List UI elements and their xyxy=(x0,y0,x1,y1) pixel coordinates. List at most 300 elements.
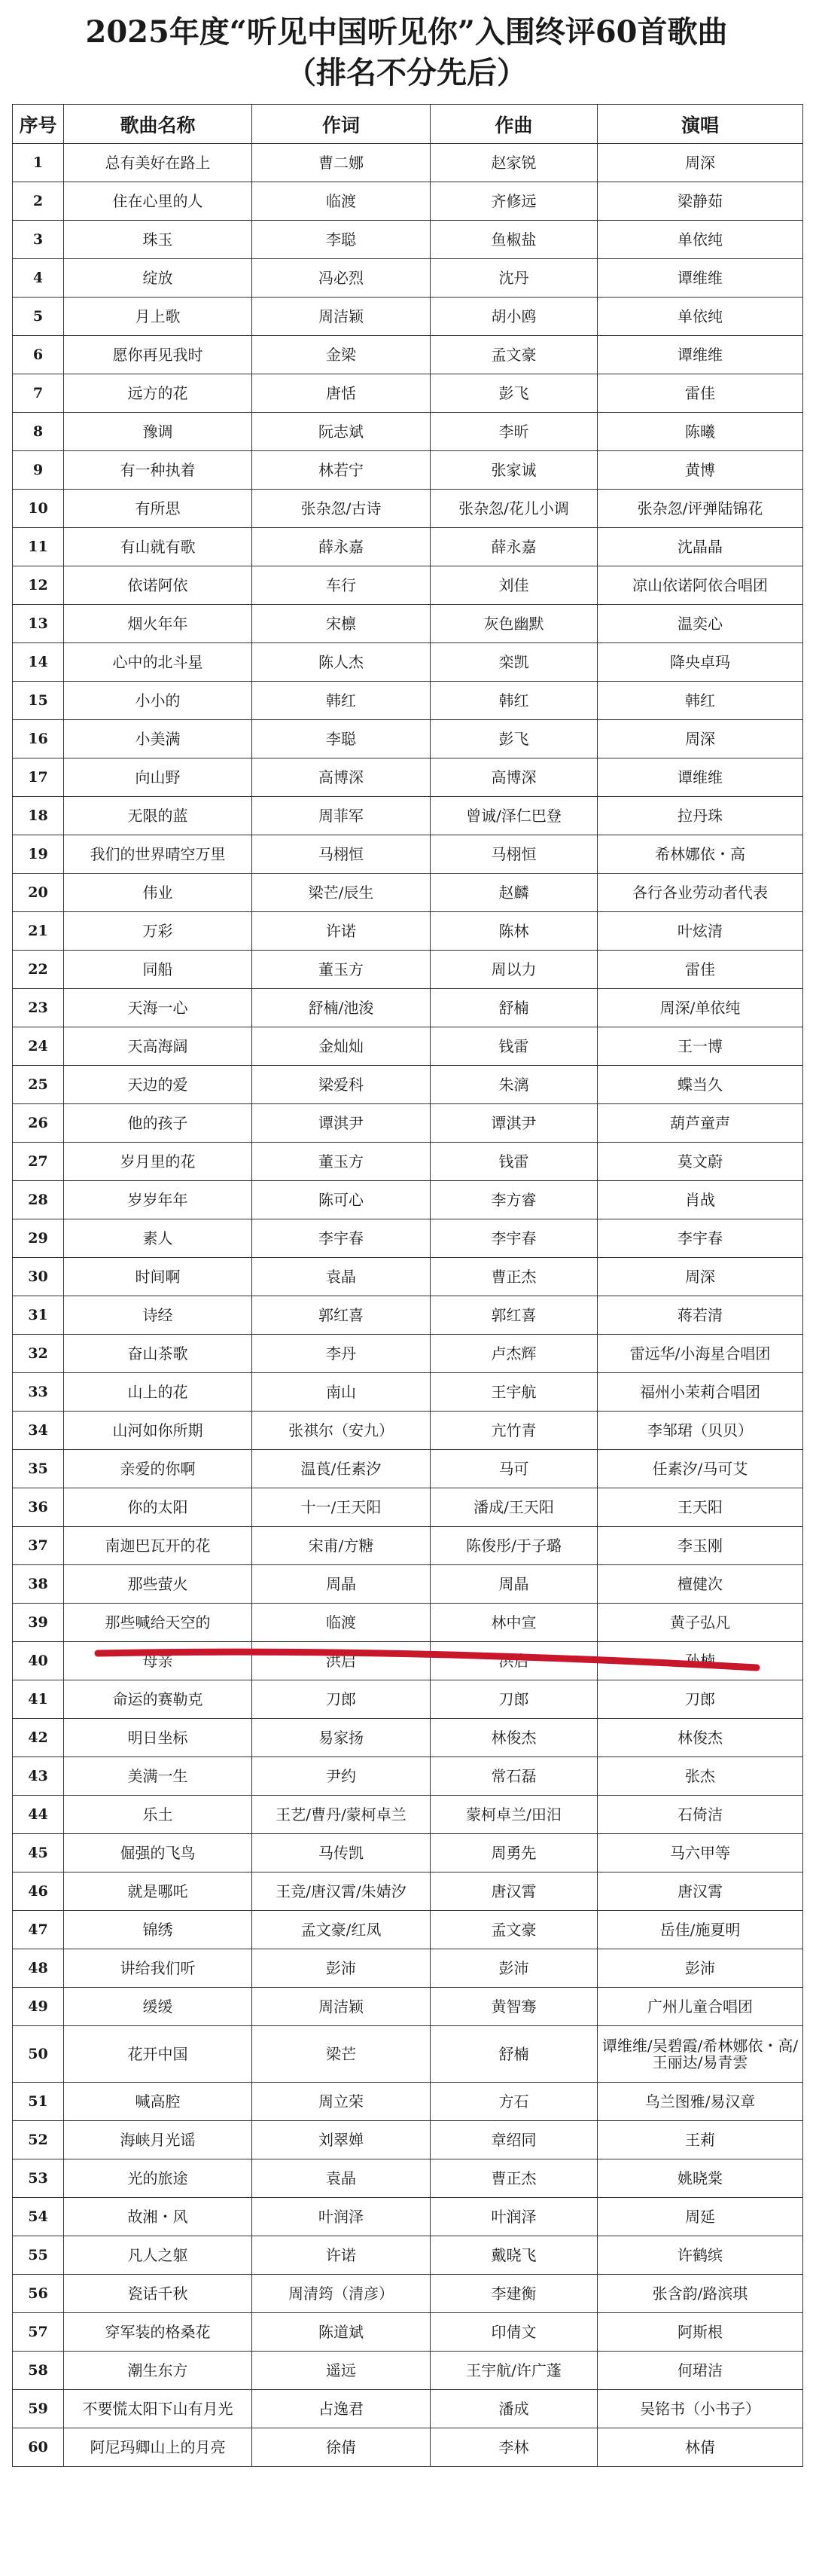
table-row xyxy=(13,1527,803,1565)
cell-lyricist: 叶润泽 xyxy=(252,2198,431,2236)
table-row xyxy=(13,1834,803,1872)
column-header-lyricist: 作词 xyxy=(252,105,431,144)
cell-performer: 单依纯 xyxy=(598,298,803,336)
table-row xyxy=(13,1911,803,1949)
cell-number: 37 xyxy=(13,1527,64,1565)
table-row xyxy=(13,1373,803,1412)
cell-lyricist: 王艺/曹丹/蒙柯卓兰 xyxy=(252,1796,431,1834)
cell-song-title: 故湘・风 xyxy=(64,2198,252,2236)
cell-performer: 王莉 xyxy=(598,2121,803,2159)
cell-song-title: 远方的花 xyxy=(64,374,252,413)
cell-lyricist: 陈人杰 xyxy=(252,643,431,682)
cell-performer: 广州儿童合唱团 xyxy=(598,1988,803,2026)
cell-composer: 齐修远 xyxy=(431,182,598,221)
cell-lyricist: 李宇春 xyxy=(252,1219,431,1258)
cell-composer: 唐汉霄 xyxy=(431,1872,598,1911)
table-row xyxy=(13,2390,803,2428)
cell-performer: 黄博 xyxy=(598,451,803,490)
cell-lyricist: 薛永嘉 xyxy=(252,528,431,566)
cell-composer: 马栩恒 xyxy=(431,835,598,874)
table-row xyxy=(13,1796,803,1834)
cell-song-title: 小美满 xyxy=(64,720,252,758)
cell-song-title: 豫调 xyxy=(64,413,252,451)
cell-song-title: 花开中国 xyxy=(64,2026,252,2083)
cell-composer: 洪启 xyxy=(431,1642,598,1680)
table-row xyxy=(13,874,803,912)
cell-composer: 常石磊 xyxy=(431,1757,598,1796)
cell-performer: 韩红 xyxy=(598,682,803,720)
cell-composer: 曹正杰 xyxy=(431,2159,598,2198)
cell-composer: 黄智骞 xyxy=(431,1988,598,2026)
cell-composer: 马可 xyxy=(431,1450,598,1488)
cell-number: 18 xyxy=(13,797,64,835)
table-row xyxy=(13,643,803,682)
cell-performer: 谭维维 xyxy=(598,259,803,298)
cell-song-title: 岁月里的花 xyxy=(64,1143,252,1181)
cell-composer: 韩红 xyxy=(431,682,598,720)
cell-composer: 彭沛 xyxy=(431,1949,598,1988)
table-row xyxy=(13,758,803,797)
cell-lyricist: 阮志斌 xyxy=(252,413,431,451)
cell-lyricist: 李丹 xyxy=(252,1335,431,1373)
cell-song-title: 向山野 xyxy=(64,758,252,797)
document-title: 2025年度“听见中国听见你”入围终评60首歌曲 xyxy=(85,14,728,50)
cell-number: 10 xyxy=(13,490,64,528)
cell-number: 13 xyxy=(13,605,64,643)
cell-performer: 雷佳 xyxy=(598,951,803,989)
cell-performer: 沈晶晶 xyxy=(598,528,803,566)
cell-song-title: 乐土 xyxy=(64,1796,252,1834)
cell-composer: 亢竹青 xyxy=(431,1412,598,1450)
cell-song-title: 无限的蓝 xyxy=(64,797,252,835)
cell-performer: 唐汉霄 xyxy=(598,1872,803,1911)
cell-composer: 叶润泽 xyxy=(431,2198,598,2236)
cell-composer: 曾诚/泽仁巴登 xyxy=(431,797,598,835)
column-header-song-title: 歌曲名称 xyxy=(64,105,252,144)
cell-number: 4 xyxy=(13,259,64,298)
cell-performer: 林倩 xyxy=(598,2428,803,2467)
cell-performer: 马六甲等 xyxy=(598,1834,803,1872)
cell-lyricist: 周晶 xyxy=(252,1565,431,1604)
cell-song-title: 住在心里的人 xyxy=(64,182,252,221)
cell-composer: 王宇航/许广蓬 xyxy=(431,2352,598,2390)
cell-song-title: 就是哪吒 xyxy=(64,1872,252,1911)
cell-song-title: 依诺阿依 xyxy=(64,566,252,605)
cell-lyricist: 金梁 xyxy=(252,336,431,374)
cell-lyricist: 马栩恒 xyxy=(252,835,431,874)
cell-performer: 周深 xyxy=(598,144,803,182)
cell-number: 31 xyxy=(13,1296,64,1335)
table-row xyxy=(13,2198,803,2236)
cell-performer: 许鹤缤 xyxy=(598,2236,803,2275)
cell-composer: 沈丹 xyxy=(431,259,598,298)
cell-composer: 赵家锐 xyxy=(431,144,598,182)
document-subtitle: （排名不分先后） xyxy=(286,55,527,90)
cell-performer: 周延 xyxy=(598,2198,803,2236)
table-header-row xyxy=(13,105,803,144)
cell-composer: 谭淇尹 xyxy=(431,1104,598,1143)
cell-number: 38 xyxy=(13,1565,64,1604)
cell-lyricist: 周洁颖 xyxy=(252,1988,431,2026)
cell-number: 58 xyxy=(13,2352,64,2390)
cell-composer: 方石 xyxy=(431,2083,598,2121)
cell-lyricist: 周洁颖 xyxy=(252,298,431,336)
cell-performer: 任素汐/马可艾 xyxy=(598,1450,803,1488)
cell-song-title: 不要慌太阳下山有月光 xyxy=(64,2390,252,2428)
table-row xyxy=(13,1027,803,1066)
cell-lyricist: 李聪 xyxy=(252,221,431,259)
cell-composer: 薛永嘉 xyxy=(431,528,598,566)
cell-composer: 孟文豪 xyxy=(431,336,598,374)
table-row xyxy=(13,912,803,951)
cell-song-title: 伟业 xyxy=(64,874,252,912)
cell-number: 44 xyxy=(13,1796,64,1834)
cell-number: 3 xyxy=(13,221,64,259)
column-header-composer: 作曲 xyxy=(431,105,598,144)
cell-composer: 孟文豪 xyxy=(431,1911,598,1949)
cell-lyricist: 易家扬 xyxy=(252,1719,431,1757)
cell-lyricist: 洪启 xyxy=(252,1642,431,1680)
cell-lyricist: 临渡 xyxy=(252,182,431,221)
table-row xyxy=(13,298,803,336)
cell-composer: 周以力 xyxy=(431,951,598,989)
table-row xyxy=(13,797,803,835)
cell-number: 39 xyxy=(13,1604,64,1642)
table-row xyxy=(13,2083,803,2121)
cell-lyricist: 高博深 xyxy=(252,758,431,797)
cell-lyricist: 温莨/任素汐 xyxy=(252,1450,431,1488)
cell-lyricist: 董玉方 xyxy=(252,1143,431,1181)
table-row xyxy=(13,2026,803,2083)
table-row xyxy=(13,835,803,874)
cell-lyricist: 陈可心 xyxy=(252,1181,431,1219)
cell-lyricist: 张祺尔（安九） xyxy=(252,1412,431,1450)
cell-song-title: 珠玉 xyxy=(64,221,252,259)
cell-performer: 凉山依诺阿依合唱团 xyxy=(598,566,803,605)
cell-performer: 岳佳/施夏明 xyxy=(598,1911,803,1949)
table-row xyxy=(13,1719,803,1757)
cell-performer: 林俊杰 xyxy=(598,1719,803,1757)
cell-song-title: 潮生东方 xyxy=(64,2352,252,2390)
cell-number: 25 xyxy=(13,1066,64,1104)
cell-composer: 栾凯 xyxy=(431,643,598,682)
cell-lyricist: 尹约 xyxy=(252,1757,431,1796)
cell-number: 54 xyxy=(13,2198,64,2236)
cell-number: 32 xyxy=(13,1335,64,1373)
cell-lyricist: 周立荣 xyxy=(252,2083,431,2121)
cell-number: 42 xyxy=(13,1719,64,1757)
table-row xyxy=(13,1642,803,1680)
cell-performer: 李玉刚 xyxy=(598,1527,803,1565)
cell-performer: 雷远华/小海星合唱团 xyxy=(598,1335,803,1373)
cell-performer: 王天阳 xyxy=(598,1488,803,1527)
cell-composer: 胡小鸥 xyxy=(431,298,598,336)
table-row xyxy=(13,2428,803,2467)
cell-performer: 葫芦童声 xyxy=(598,1104,803,1143)
cell-lyricist: 金灿灿 xyxy=(252,1027,431,1066)
cell-performer: 周深 xyxy=(598,720,803,758)
table-row xyxy=(13,2352,803,2390)
table-row xyxy=(13,1104,803,1143)
cell-performer: 孙楠 xyxy=(598,1642,803,1680)
table-row xyxy=(13,1949,803,1988)
cell-song-title: 绽放 xyxy=(64,259,252,298)
table-row xyxy=(13,682,803,720)
cell-performer: 陈曦 xyxy=(598,413,803,451)
cell-lyricist: 刀郎 xyxy=(252,1680,431,1719)
cell-composer: 李宇春 xyxy=(431,1219,598,1258)
cell-song-title: 锦绣 xyxy=(64,1911,252,1949)
cell-composer: 李方睿 xyxy=(431,1181,598,1219)
table-row xyxy=(13,2275,803,2313)
cell-composer: 印倩文 xyxy=(431,2313,598,2352)
cell-composer: 张杂忽/花儿小调 xyxy=(431,490,598,528)
cell-lyricist: 占逸君 xyxy=(252,2390,431,2428)
cell-song-title: 同船 xyxy=(64,951,252,989)
table-row xyxy=(13,2159,803,2198)
cell-number: 28 xyxy=(13,1181,64,1219)
table-row xyxy=(13,2236,803,2275)
cell-song-title: 时间啊 xyxy=(64,1258,252,1296)
cell-lyricist: 周菲军 xyxy=(252,797,431,835)
cell-lyricist: 徐倩 xyxy=(252,2428,431,2467)
cell-lyricist: 梁爱科 xyxy=(252,1066,431,1104)
table-row xyxy=(13,1488,803,1527)
table-row xyxy=(13,566,803,605)
table-row xyxy=(13,605,803,643)
cell-song-title: 穿军装的格桑花 xyxy=(64,2313,252,2352)
cell-number: 14 xyxy=(13,643,64,682)
table-row xyxy=(13,1181,803,1219)
cell-lyricist: 车行 xyxy=(252,566,431,605)
cell-song-title: 有所思 xyxy=(64,490,252,528)
cell-composer: 张家诚 xyxy=(431,451,598,490)
cell-composer: 林俊杰 xyxy=(431,1719,598,1757)
cell-song-title: 瓷话千秋 xyxy=(64,2275,252,2313)
cell-composer: 蒙柯卓兰/田汨 xyxy=(431,1796,598,1834)
cell-performer: 彭沛 xyxy=(598,1949,803,1988)
cell-song-title: 奋山茶歌 xyxy=(64,1335,252,1373)
cell-lyricist: 谭淇尹 xyxy=(252,1104,431,1143)
table-row xyxy=(13,989,803,1027)
cell-composer: 刘佳 xyxy=(431,566,598,605)
cell-song-title: 愿你再见我时 xyxy=(64,336,252,374)
cell-composer: 卢杰辉 xyxy=(431,1335,598,1373)
cell-number: 5 xyxy=(13,298,64,336)
cell-song-title: 明日坐标 xyxy=(64,1719,252,1757)
cell-song-title: 山河如你所期 xyxy=(64,1412,252,1450)
cell-number: 46 xyxy=(13,1872,64,1911)
cell-composer: 章绍同 xyxy=(431,2121,598,2159)
cell-lyricist: 李聪 xyxy=(252,720,431,758)
cell-lyricist: 遥远 xyxy=(252,2352,431,2390)
cell-song-title: 山上的花 xyxy=(64,1373,252,1412)
cell-number: 15 xyxy=(13,682,64,720)
table-row xyxy=(13,490,803,528)
cell-number: 8 xyxy=(13,413,64,451)
cell-number: 43 xyxy=(13,1757,64,1796)
cell-performer: 乌兰图雅/易汉章 xyxy=(598,2083,803,2121)
cell-number: 40 xyxy=(13,1642,64,1680)
cell-song-title: 喊高腔 xyxy=(64,2083,252,2121)
cell-lyricist: 周清筠（清彦） xyxy=(252,2275,431,2313)
table-row xyxy=(13,1219,803,1258)
songs-table xyxy=(12,104,803,2467)
cell-composer: 高博深 xyxy=(431,758,598,797)
cell-lyricist: 刘翠婵 xyxy=(252,2121,431,2159)
cell-number: 6 xyxy=(13,336,64,374)
cell-lyricist: 王竞/唐汉霄/朱婧汐 xyxy=(252,1872,431,1911)
table-row xyxy=(13,413,803,451)
cell-number: 41 xyxy=(13,1680,64,1719)
cell-composer: 舒楠 xyxy=(431,2026,598,2083)
column-header-number: 序号 xyxy=(13,105,64,144)
cell-lyricist: 张杂忽/古诗 xyxy=(252,490,431,528)
cell-song-title: 倔强的飞鸟 xyxy=(64,1834,252,1872)
table-row xyxy=(13,221,803,259)
cell-performer: 张杰 xyxy=(598,1757,803,1796)
table-row xyxy=(13,528,803,566)
cell-performer: 肖战 xyxy=(598,1181,803,1219)
cell-performer: 福州小茉莉合唱团 xyxy=(598,1373,803,1412)
cell-number: 9 xyxy=(13,451,64,490)
cell-song-title: 缓缓 xyxy=(64,1988,252,2026)
cell-performer: 叶炫清 xyxy=(598,912,803,951)
cell-composer: 赵麟 xyxy=(431,874,598,912)
cell-performer: 姚晓棠 xyxy=(598,2159,803,2198)
table-row xyxy=(13,1757,803,1796)
cell-lyricist: 宋甫/方糖 xyxy=(252,1527,431,1565)
cell-song-title: 天海一心 xyxy=(64,989,252,1027)
table-row xyxy=(13,1988,803,2026)
cell-lyricist: 郭红喜 xyxy=(252,1296,431,1335)
cell-song-title: 亲爱的你啊 xyxy=(64,1450,252,1488)
table-row xyxy=(13,1412,803,1450)
cell-song-title: 我们的世界晴空万里 xyxy=(64,835,252,874)
cell-lyricist: 冯必烈 xyxy=(252,259,431,298)
cell-composer: 周勇先 xyxy=(431,1834,598,1872)
cell-lyricist: 临渡 xyxy=(252,1604,431,1642)
cell-song-title: 那些萤火 xyxy=(64,1565,252,1604)
cell-song-title: 他的孩子 xyxy=(64,1104,252,1143)
cell-song-title: 心中的北斗星 xyxy=(64,643,252,682)
table-row xyxy=(13,336,803,374)
table-row xyxy=(13,1872,803,1911)
cell-performer: 降央卓玛 xyxy=(598,643,803,682)
cell-number: 51 xyxy=(13,2083,64,2121)
cell-performer: 梁静茹 xyxy=(598,182,803,221)
table-body xyxy=(13,144,803,2467)
table-row xyxy=(13,2313,803,2352)
cell-lyricist: 宋檩 xyxy=(252,605,431,643)
cell-number: 56 xyxy=(13,2275,64,2313)
cell-song-title: 讲给我们听 xyxy=(64,1949,252,1988)
cell-song-title: 有山就有歌 xyxy=(64,528,252,566)
cell-performer: 阿斯根 xyxy=(598,2313,803,2352)
cell-number: 11 xyxy=(13,528,64,566)
cell-song-title: 那些喊给天空的 xyxy=(64,1604,252,1642)
cell-composer: 陈林 xyxy=(431,912,598,951)
cell-performer: 各行各业劳动者代表 xyxy=(598,874,803,912)
cell-lyricist: 唐恬 xyxy=(252,374,431,413)
cell-performer: 黄子弘凡 xyxy=(598,1604,803,1642)
cell-number: 47 xyxy=(13,1911,64,1949)
cell-number: 21 xyxy=(13,912,64,951)
cell-song-title: 月上歌 xyxy=(64,298,252,336)
cell-composer: 钱雷 xyxy=(431,1143,598,1181)
cell-composer: 李建衡 xyxy=(431,2275,598,2313)
cell-lyricist: 十一/王天阳 xyxy=(252,1488,431,1527)
table-row xyxy=(13,1335,803,1373)
cell-composer: 王宇航 xyxy=(431,1373,598,1412)
cell-number: 52 xyxy=(13,2121,64,2159)
cell-composer: 曹正杰 xyxy=(431,1258,598,1296)
table-row xyxy=(13,2121,803,2159)
table-row xyxy=(13,1450,803,1488)
cell-composer: 周晶 xyxy=(431,1565,598,1604)
table-row xyxy=(13,1066,803,1104)
cell-number: 22 xyxy=(13,951,64,989)
cell-composer: 钱雷 xyxy=(431,1027,598,1066)
cell-performer: 张含韵/路滨琪 xyxy=(598,2275,803,2313)
cell-song-title: 总有美好在路上 xyxy=(64,144,252,182)
cell-lyricist: 梁芒/辰生 xyxy=(252,874,431,912)
cell-performer: 谭维维/吴碧霞/希林娜依・高/王丽达/易青雲 xyxy=(598,2026,803,2083)
cell-number: 30 xyxy=(13,1258,64,1296)
cell-song-title: 小小的 xyxy=(64,682,252,720)
cell-lyricist: 韩红 xyxy=(252,682,431,720)
cell-performer: 檀健次 xyxy=(598,1565,803,1604)
cell-lyricist: 许诺 xyxy=(252,2236,431,2275)
cell-lyricist: 董玉方 xyxy=(252,951,431,989)
cell-number: 7 xyxy=(13,374,64,413)
table-row xyxy=(13,451,803,490)
cell-performer: 拉丹珠 xyxy=(598,797,803,835)
cell-composer: 舒楠 xyxy=(431,989,598,1027)
cell-song-title: 阿尼玛卿山上的月亮 xyxy=(64,2428,252,2467)
cell-performer: 雷佳 xyxy=(598,374,803,413)
cell-performer: 谭维维 xyxy=(598,758,803,797)
cell-lyricist: 彭沛 xyxy=(252,1949,431,1988)
table-row xyxy=(13,1258,803,1296)
cell-performer: 刀郎 xyxy=(598,1680,803,1719)
table-row xyxy=(13,1565,803,1604)
cell-number: 1 xyxy=(13,144,64,182)
cell-number: 59 xyxy=(13,2390,64,2428)
cell-number: 19 xyxy=(13,835,64,874)
cell-lyricist: 林若宁 xyxy=(252,451,431,490)
table-row xyxy=(13,144,803,182)
cell-composer: 彭飞 xyxy=(431,720,598,758)
cell-song-title: 岁岁年年 xyxy=(64,1181,252,1219)
cell-number: 33 xyxy=(13,1373,64,1412)
cell-performer: 王一博 xyxy=(598,1027,803,1066)
cell-performer: 希林娜依・高 xyxy=(598,835,803,874)
cell-number: 12 xyxy=(13,566,64,605)
table-row xyxy=(13,1143,803,1181)
cell-lyricist: 许诺 xyxy=(252,912,431,951)
cell-song-title: 命运的赛勒克 xyxy=(64,1680,252,1719)
cell-performer: 周深 xyxy=(598,1258,803,1296)
cell-number: 17 xyxy=(13,758,64,797)
cell-composer: 朱漓 xyxy=(431,1066,598,1104)
cell-performer: 温奕心 xyxy=(598,605,803,643)
cell-number: 26 xyxy=(13,1104,64,1143)
cell-lyricist: 曹二娜 xyxy=(252,144,431,182)
cell-performer: 何珺洁 xyxy=(598,2352,803,2390)
table-row xyxy=(13,720,803,758)
cell-song-title: 你的太阳 xyxy=(64,1488,252,1527)
